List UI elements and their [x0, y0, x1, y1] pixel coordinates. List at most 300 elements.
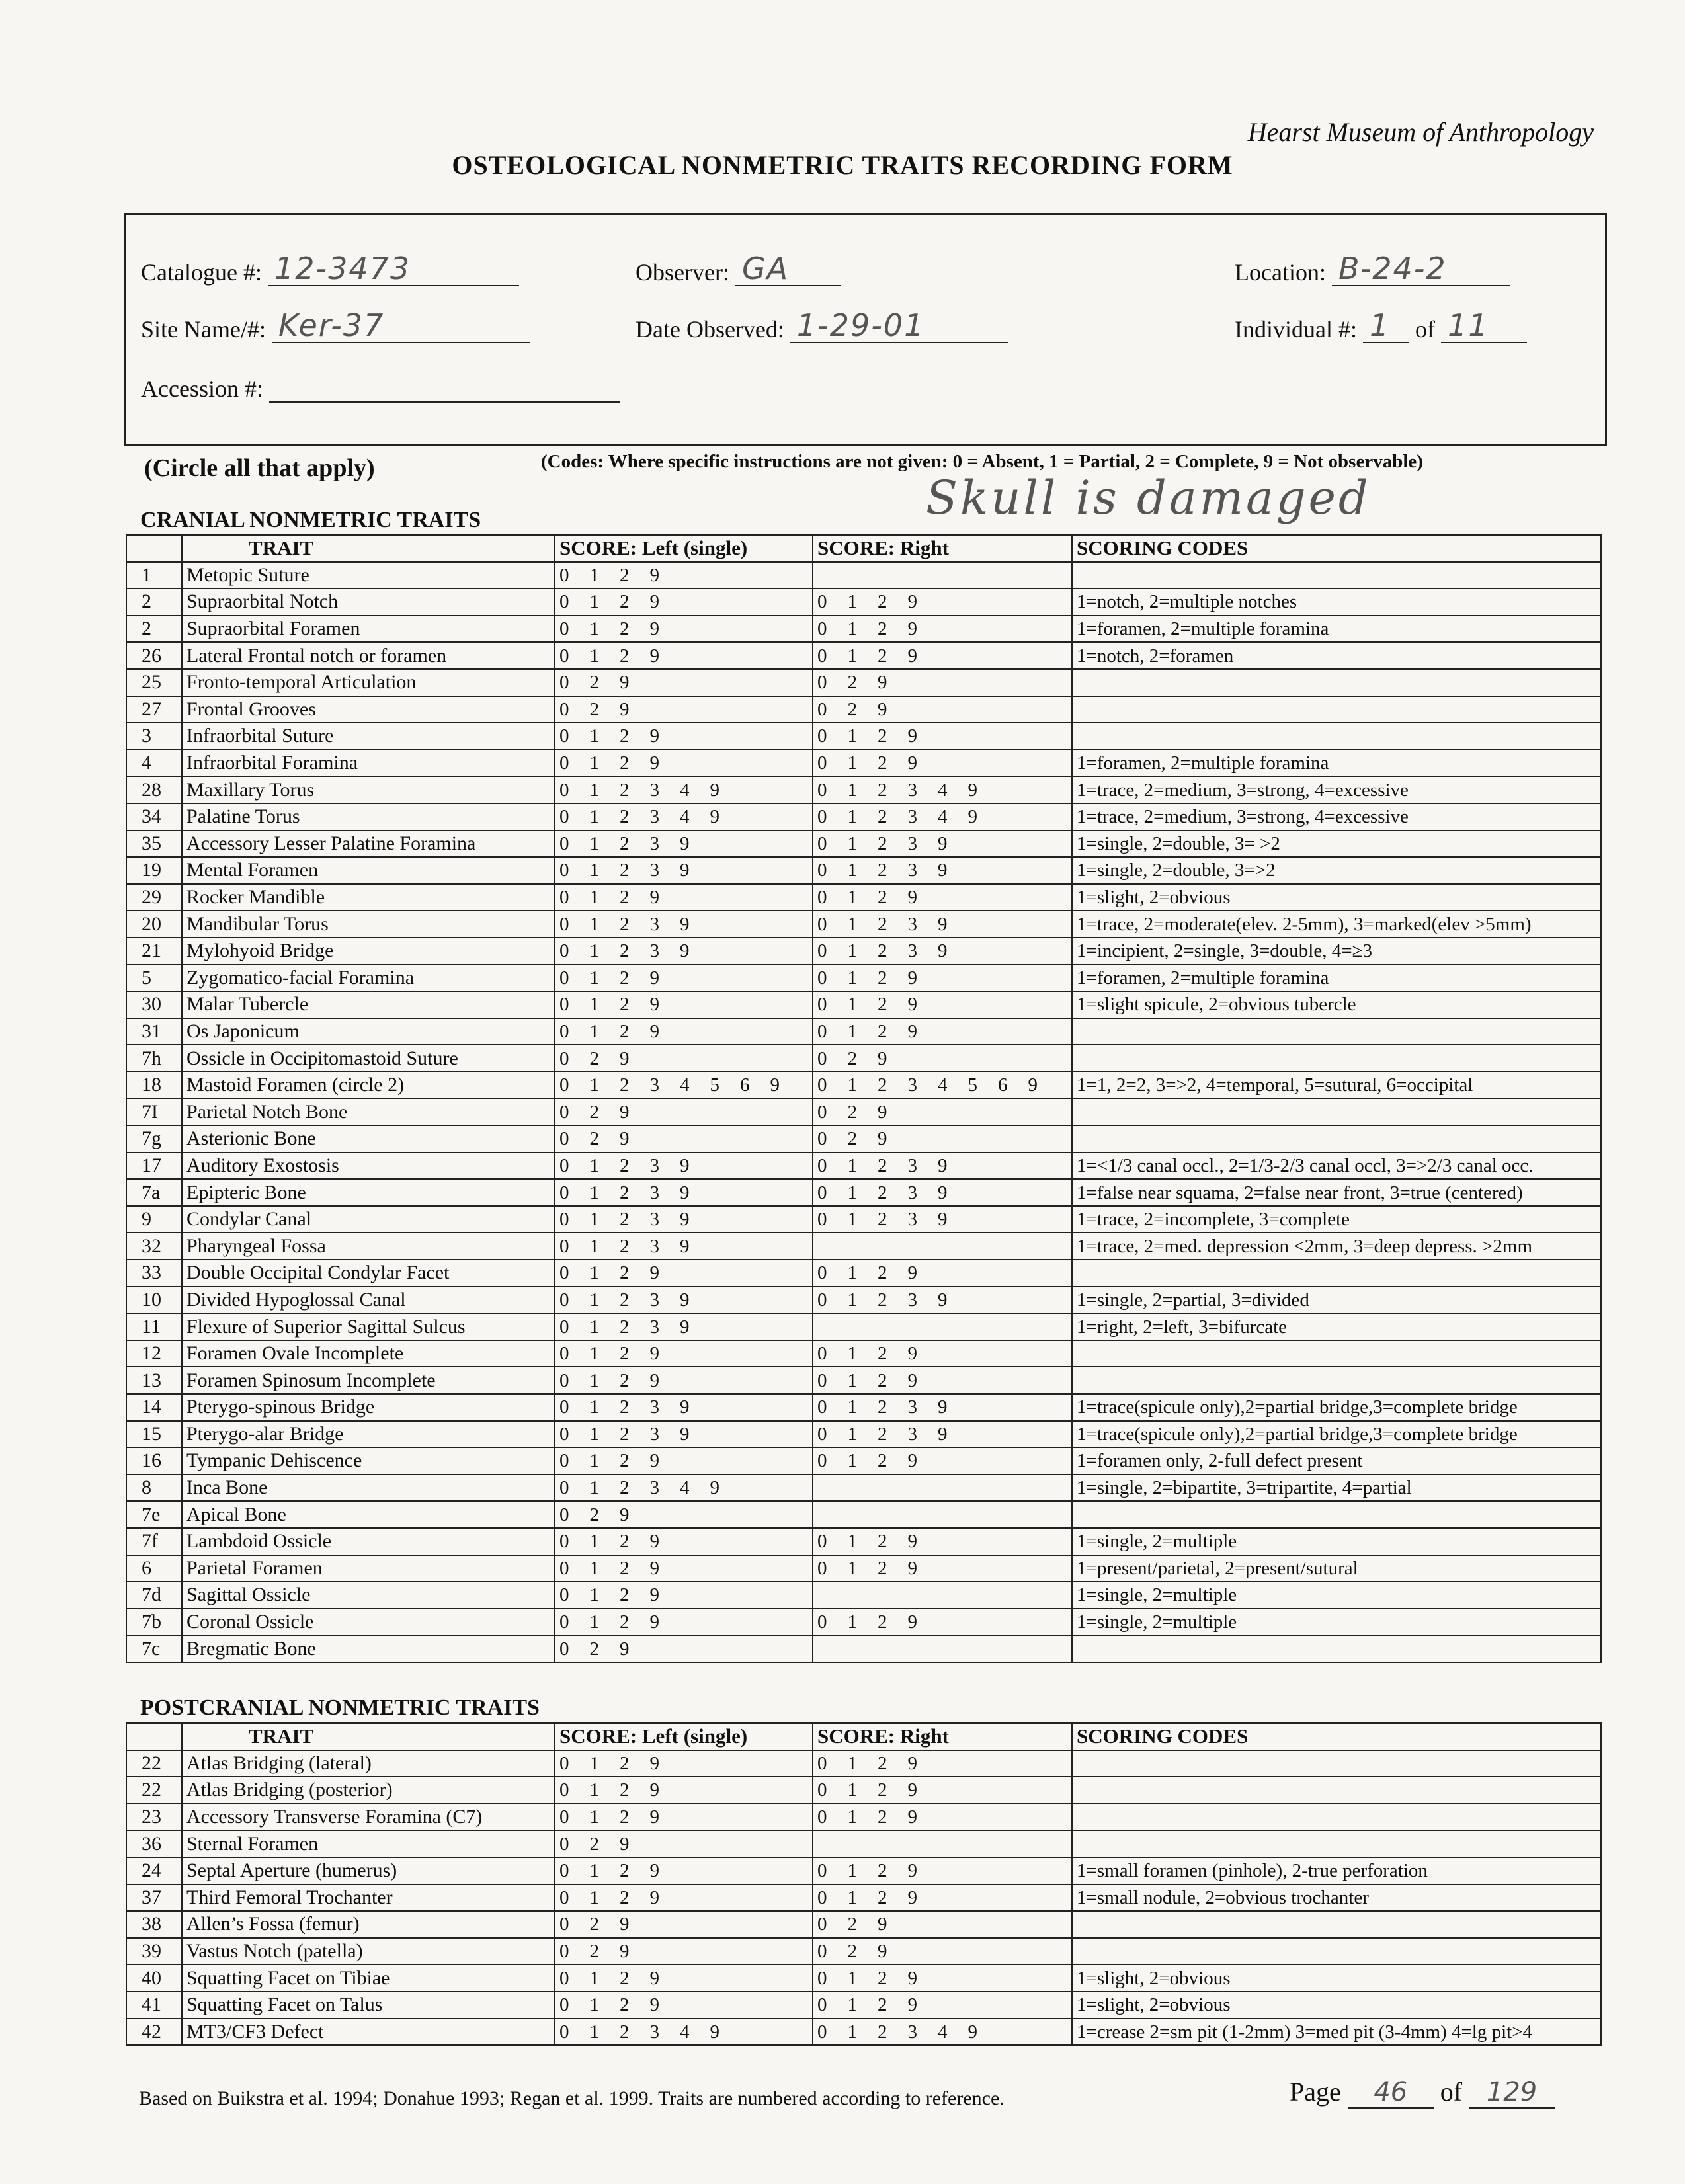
left-score[interactable]: 0 1 2 3 4 9	[555, 803, 813, 830]
left-score[interactable]: 0 1 2 9	[555, 616, 813, 643]
right-score[interactable]: 0 1 2 9	[813, 750, 1072, 777]
trait-number: 38	[126, 1911, 182, 1938]
left-score[interactable]: 0 2 9	[555, 1098, 813, 1125]
right-score[interactable]: 0 1 2 3 9	[813, 1206, 1072, 1233]
table-row	[126, 1153, 1601, 1180]
left-score[interactable]: 0 1 2 9	[555, 965, 813, 992]
trait-header: TRAIT	[182, 1723, 555, 1750]
right-score[interactable]: 0 2 9	[813, 1125, 1072, 1153]
table-row	[126, 1287, 1601, 1314]
table-row	[126, 1394, 1601, 1421]
site-value[interactable]: Ker-37	[278, 307, 385, 343]
page-total[interactable]: 129	[1469, 2077, 1555, 2109]
trait-name: Pterygo-alar Bridge	[182, 1421, 555, 1448]
table-row	[126, 938, 1601, 965]
right-score[interactable]: 0 1 2 3 9	[813, 938, 1072, 965]
left-score[interactable]: 0 1 2 9	[555, 884, 813, 911]
table-row	[126, 1260, 1601, 1287]
scoring-codes: 1=foramen, 2=multiple foramina	[1072, 616, 1601, 643]
trait-number: 19	[126, 857, 182, 884]
right-score[interactable]: 0 1 2 9	[813, 1857, 1072, 1884]
scoring-codes	[1072, 723, 1601, 750]
table-row	[126, 1475, 1601, 1502]
table-row	[126, 562, 1601, 589]
scoring-codes: 1=trace(spicule only),2=partial bridge,3=complete bridge	[1072, 1421, 1601, 1448]
left-score[interactable]: 0 1 2 3 9	[555, 1421, 813, 1448]
table-row	[126, 1125, 1601, 1153]
table-row	[126, 1911, 1601, 1938]
page-value[interactable]: 46	[1348, 2077, 1434, 2109]
trait-name: Auditory Exostosis	[182, 1153, 555, 1180]
scoring-codes: 1=slight, 2=obvious	[1072, 1992, 1601, 2019]
right-score[interactable]	[813, 1501, 1072, 1528]
table-row	[126, 1582, 1601, 1609]
scoring-codes	[1072, 1045, 1601, 1072]
right-score[interactable]: 0 2 9	[813, 1938, 1072, 1965]
trait-number: 6	[126, 1555, 182, 1582]
table-row	[126, 1555, 1601, 1582]
right-score[interactable]: 0 1 2 9	[813, 1609, 1072, 1636]
trait-number: 22	[126, 1750, 182, 1777]
num-header	[126, 535, 182, 562]
left-score[interactable]: 0 1 2 9	[555, 1804, 813, 1831]
left-score[interactable]: 0 1 2 9	[555, 1777, 813, 1804]
right-score-header: SCORE: Right	[813, 535, 1072, 562]
trait-number: 7a	[126, 1179, 182, 1206]
trait-number: 2	[126, 588, 182, 616]
left-score[interactable]: 0 2 9	[555, 669, 813, 696]
right-score[interactable]: 0 2 9	[813, 1045, 1072, 1072]
scoring-codes: 1=right, 2=left, 3=bifurcate	[1072, 1313, 1601, 1340]
table-row	[126, 803, 1601, 830]
left-score[interactable]: 0 1 2 9	[555, 1884, 813, 1912]
trait-number: 35	[126, 830, 182, 858]
cranial-header-row	[126, 535, 1601, 562]
right-score[interactable]: 0 1 2 9	[813, 1750, 1072, 1777]
right-score[interactable]	[813, 1475, 1072, 1502]
individual-total[interactable]: 11	[1447, 307, 1489, 343]
right-score[interactable]: 0 1 2 9	[813, 588, 1072, 616]
trait-number: 33	[126, 1260, 182, 1287]
scoring-codes	[1072, 562, 1601, 589]
observer-field	[636, 251, 841, 286]
trait-name: Supraorbital Notch	[182, 588, 555, 616]
trait-number: 10	[126, 1287, 182, 1314]
scoring-codes: 1=incipient, 2=single, 3=double, 4=≥3	[1072, 938, 1601, 965]
table-row	[126, 1804, 1601, 1831]
scoring-codes: 1=slight, 2=obvious	[1072, 1964, 1601, 1992]
left-score[interactable]: 0 1 2 9	[555, 750, 813, 777]
left-score[interactable]: 0 1 2 9	[555, 1018, 813, 1045]
trait-number: 7b	[126, 1609, 182, 1636]
cranial-table	[126, 534, 1602, 1663]
trait-name: Foramen Ovale Incomplete	[182, 1340, 555, 1367]
trait-name: Mandibular Torus	[182, 910, 555, 938]
left-score[interactable]: 0 1 2 3 9	[555, 1287, 813, 1314]
left-score[interactable]: 0 1 2 9	[555, 1367, 813, 1394]
trait-name: Squatting Facet on Talus	[182, 1992, 555, 2019]
site-field	[141, 307, 530, 343]
table-row	[126, 1098, 1601, 1125]
date-field	[636, 307, 1008, 343]
trait-number: 4	[126, 750, 182, 777]
scoring-codes	[1072, 669, 1601, 696]
date-label: Date Observed:	[636, 316, 784, 343]
left-score[interactable]: 0 1 2 3 4 5 6 9	[555, 1072, 813, 1099]
right-score[interactable]: 0 1 2 3 4 5 6 9	[813, 1072, 1072, 1099]
individual-label: Individual #:	[1235, 316, 1357, 343]
right-score[interactable]: 0 1 2 9	[813, 1447, 1072, 1475]
left-score[interactable]: 0 1 2 3 9	[555, 1179, 813, 1206]
scoring-codes-header: SCORING CODES	[1072, 1723, 1601, 1750]
scoring-codes: 1=single, 2=double, 3=>2	[1072, 857, 1601, 884]
trait-number: 27	[126, 696, 182, 723]
trait-name: Coronal Ossicle	[182, 1609, 555, 1636]
trait-number: 9	[126, 1206, 182, 1233]
trait-name: Bregmatic Bone	[182, 1635, 555, 1662]
left-score[interactable]: 0 1 2 3 9	[555, 1233, 813, 1260]
table-row	[126, 1179, 1601, 1206]
trait-number: 42	[126, 2019, 182, 2046]
trait-name: Os Japonicum	[182, 1018, 555, 1045]
table-row	[126, 1777, 1601, 1804]
left-score[interactable]: 0 1 2 3 9	[555, 857, 813, 884]
trait-name: MT3/CF3 Defect	[182, 2019, 555, 2046]
right-score[interactable]: 0 2 9	[813, 1911, 1072, 1938]
trait-number: 5	[126, 965, 182, 992]
left-score[interactable]: 0 1 2 3 9	[555, 1394, 813, 1421]
postcranial-header-row	[126, 1723, 1601, 1750]
right-score[interactable]: 0 1 2 9	[813, 1018, 1072, 1045]
scoring-codes	[1072, 1260, 1601, 1287]
left-score[interactable]: 0 1 2 9	[555, 1447, 813, 1475]
trait-name: Mental Foramen	[182, 857, 555, 884]
trait-name: Asterionic Bone	[182, 1125, 555, 1153]
table-row	[126, 1501, 1601, 1528]
catalogue-label: Catalogue #:	[141, 259, 262, 286]
scoring-codes: 1=trace, 2=incomplete, 3=complete	[1072, 1206, 1601, 1233]
codes-instruction: (Codes: Where specific instructions are not given: 0 = Absent, 1 = Partial, 2 = Complete, 9 = Not observable)	[541, 451, 1423, 472]
trait-number: 8	[126, 1475, 182, 1502]
left-score[interactable]: 0 1 2 9	[555, 1992, 813, 2019]
scoring-codes	[1072, 1777, 1601, 1804]
trait-name: Parietal Notch Bone	[182, 1098, 555, 1125]
scoring-codes: 1=single, 2=bipartite, 3=tripartite, 4=partial	[1072, 1475, 1601, 1502]
scoring-codes: 1=foramen only, 2-full defect present	[1072, 1447, 1601, 1475]
accession-label: Accession #:	[141, 376, 263, 402]
left-score[interactable]: 0 2 9	[555, 1938, 813, 1965]
catalogue-value[interactable]: 12-3473	[274, 251, 411, 286]
catalogue-field	[141, 251, 519, 286]
scoring-codes	[1072, 1750, 1601, 1777]
trait-name: Pharyngeal Fossa	[182, 1233, 555, 1260]
right-score[interactable]: 0 1 2 9	[813, 1528, 1072, 1555]
cranial-title: CRANIAL NONMETRIC TRAITS	[140, 508, 481, 532]
scoring-codes: 1=single, 2=partial, 3=divided	[1072, 1287, 1601, 1314]
cranial-rows	[126, 562, 1601, 1662]
right-score[interactable]: 0 1 2 9	[813, 1777, 1072, 1804]
trait-name: Sagittal Ossicle	[182, 1582, 555, 1609]
left-score[interactable]: 0 1 2 9	[555, 1340, 813, 1367]
table-row	[126, 1447, 1601, 1475]
left-score[interactable]: 0 1 2 3 9	[555, 1206, 813, 1233]
scoring-codes	[1072, 1367, 1601, 1394]
right-score[interactable]: 0 1 2 3 9	[813, 1287, 1072, 1314]
left-score[interactable]: 0 1 2 9	[555, 723, 813, 750]
table-row	[126, 696, 1601, 723]
trait-number: 7d	[126, 1582, 182, 1609]
trait-name: Sternal Foramen	[182, 1830, 555, 1857]
scoring-codes	[1072, 1830, 1601, 1857]
scoring-codes: 1=foramen, 2=multiple foramina	[1072, 965, 1601, 992]
trait-number: 32	[126, 1233, 182, 1260]
left-score[interactable]: 0 1 2 9	[555, 1750, 813, 1777]
left-score[interactable]: 0 1 2 3 4 9	[555, 1475, 813, 1502]
right-score[interactable]: 0 1 2 9	[813, 1555, 1072, 1582]
right-score[interactable]: 0 1 2 9	[813, 991, 1072, 1018]
scoring-codes: 1=notch, 2=multiple notches	[1072, 588, 1601, 616]
trait-number: 2	[126, 616, 182, 643]
individual-of-label: of	[1415, 316, 1435, 343]
trait-number: 29	[126, 884, 182, 911]
right-score[interactable]: 0 1 2 3 9	[813, 1394, 1072, 1421]
left-score[interactable]: 0 1 2 3 9	[555, 938, 813, 965]
right-score[interactable]: 0 2 9	[813, 1098, 1072, 1125]
trait-name: Frontal Grooves	[182, 696, 555, 723]
scoring-codes: 1=slight spicule, 2=obvious tubercle	[1072, 991, 1601, 1018]
scoring-codes: 1=single, 2=multiple	[1072, 1582, 1601, 1609]
location-field	[1235, 251, 1510, 286]
left-score[interactable]: 0 1 2 3 9	[555, 1313, 813, 1340]
right-score[interactable]	[813, 1635, 1072, 1662]
page-label: Page	[1290, 2077, 1341, 2107]
scoring-codes-header: SCORING CODES	[1072, 535, 1601, 562]
trait-number: 15	[126, 1421, 182, 1448]
right-score[interactable]	[813, 1830, 1072, 1857]
left-score[interactable]: 0 1 2 3 4 9	[555, 776, 813, 803]
observer-value[interactable]: GA	[741, 251, 790, 286]
postcranial-table	[126, 1722, 1602, 2046]
location-value[interactable]: B-24-2	[1338, 251, 1447, 286]
trait-number: 16	[126, 1447, 182, 1475]
right-score[interactable]: 0 1 2 3 9	[813, 1153, 1072, 1180]
left-score[interactable]: 0 1 2 3 9	[555, 1153, 813, 1180]
trait-name: Apical Bone	[182, 1501, 555, 1528]
trait-name: Atlas Bridging (posterior)	[182, 1777, 555, 1804]
right-score[interactable]: 0 1 2 3 9	[813, 910, 1072, 938]
left-score[interactable]: 0 2 9	[555, 1830, 813, 1857]
trait-number: 7e	[126, 1501, 182, 1528]
left-score[interactable]: 0 1 2 3 4 9	[555, 2019, 813, 2046]
left-score[interactable]: 0 2 9	[555, 1911, 813, 1938]
trait-number: 25	[126, 669, 182, 696]
left-score[interactable]: 0 1 2 9	[555, 1964, 813, 1992]
trait-name: Fronto-temporal Articulation	[182, 669, 555, 696]
trait-name: Ossicle in Occipitomastoid Suture	[182, 1045, 555, 1072]
scoring-codes	[1072, 1501, 1601, 1528]
handwritten-note: Skull is damaged	[926, 471, 1371, 525]
left-score[interactable]: 0 1 2 3 9	[555, 910, 813, 938]
scoring-codes: 1=trace, 2=moderate(elev. 2-5mm), 3=marked(elev >5mm)	[1072, 910, 1601, 938]
right-score[interactable]: 0 1 2 3 9	[813, 857, 1072, 884]
trait-number: 40	[126, 1964, 182, 1992]
table-row	[126, 642, 1601, 669]
right-score[interactable]: 0 1 2 9	[813, 723, 1072, 750]
trait-number: 13	[126, 1367, 182, 1394]
table-row	[126, 1045, 1601, 1072]
trait-name: Lambdoid Ossicle	[182, 1528, 555, 1555]
trait-name: Pterygo-spinous Bridge	[182, 1394, 555, 1421]
museum-name: Hearst Museum of Anthropology	[1247, 117, 1594, 147]
left-score[interactable]: 0 1 2 9	[555, 562, 813, 589]
right-score[interactable]: 0 1 2 9	[813, 1804, 1072, 1831]
left-score[interactable]: 0 1 2 9	[555, 991, 813, 1018]
table-row	[126, 1750, 1601, 1777]
scoring-codes: 1=single, 2=multiple	[1072, 1528, 1601, 1555]
trait-number: 31	[126, 1018, 182, 1045]
right-score[interactable]: 0 1 2 9	[813, 965, 1072, 992]
trait-name: Maxillary Torus	[182, 776, 555, 803]
page-of-label: of	[1440, 2077, 1463, 2107]
trait-name: Infraorbital Foramina	[182, 750, 555, 777]
left-score[interactable]: 0 1 2 9	[555, 1260, 813, 1287]
table-row	[126, 1421, 1601, 1448]
right-score[interactable]: 0 1 2 9	[813, 1964, 1072, 1992]
trait-number: 18	[126, 1072, 182, 1099]
right-score[interactable]: 0 1 2 9	[813, 1884, 1072, 1912]
left-score[interactable]: 0 1 2 9	[555, 1582, 813, 1609]
trait-name: Accessory Transverse Foramina (C7)	[182, 1804, 555, 1831]
trait-name: Zygomatico-facial Foramina	[182, 965, 555, 992]
scoring-codes: 1=1, 2=2, 3=>2, 4=temporal, 5=sutural, 6=occipital	[1072, 1072, 1601, 1099]
right-score[interactable]	[813, 1233, 1072, 1260]
right-score[interactable]: 0 1 2 9	[813, 884, 1072, 911]
scoring-codes	[1072, 1340, 1601, 1367]
left-score[interactable]: 0 2 9	[555, 696, 813, 723]
trait-name: Malar Tubercle	[182, 991, 555, 1018]
accession-field	[141, 372, 620, 403]
table-row	[126, 1528, 1601, 1555]
table-row	[126, 830, 1601, 858]
scoring-codes	[1072, 696, 1601, 723]
table-row	[126, 965, 1601, 992]
trait-number: 22	[126, 1777, 182, 1804]
table-row	[126, 1857, 1601, 1884]
trait-number: 26	[126, 642, 182, 669]
trait-name: Vastus Notch (patella)	[182, 1938, 555, 1965]
individual-value[interactable]: 1	[1369, 307, 1391, 343]
right-score[interactable]	[813, 562, 1072, 589]
left-score[interactable]: 0 1 2 9	[555, 1555, 813, 1582]
right-score[interactable]: 0 2 9	[813, 669, 1072, 696]
right-score-header: SCORE: Right	[813, 1723, 1072, 1750]
trait-name: Infraorbital Suture	[182, 723, 555, 750]
right-score[interactable]: 0 2 9	[813, 696, 1072, 723]
page-indicator	[1290, 2076, 1555, 2109]
table-row	[126, 616, 1601, 643]
trait-number: 36	[126, 1830, 182, 1857]
trait-name: Condylar Canal	[182, 1206, 555, 1233]
right-score[interactable]: 0 1 2 9	[813, 1260, 1072, 1287]
table-row	[126, 1609, 1601, 1636]
individual-field	[1235, 307, 1527, 343]
right-score[interactable]: 0 1 2 3 4 9	[813, 776, 1072, 803]
right-score[interactable]: 0 1 2 9	[813, 1367, 1072, 1394]
trait-name: Allen’s Fossa (femur)	[182, 1911, 555, 1938]
scoring-codes	[1072, 1018, 1601, 1045]
left-score[interactable]: 0 1 2 9	[555, 1857, 813, 1884]
table-row	[126, 857, 1601, 884]
right-score[interactable]: 0 1 2 3 4 9	[813, 2019, 1072, 2046]
scoring-codes: 1=trace(spicule only),2=partial bridge,3=complete bridge	[1072, 1394, 1601, 1421]
trait-name: Palatine Torus	[182, 803, 555, 830]
trait-number: 7g	[126, 1125, 182, 1153]
right-score[interactable]	[813, 1313, 1072, 1340]
trait-name: Lateral Frontal notch or foramen	[182, 642, 555, 669]
observer-label: Observer:	[636, 259, 729, 286]
scoring-codes	[1072, 1911, 1601, 1938]
table-row	[126, 1830, 1601, 1857]
left-score[interactable]: 0 1 2 9	[555, 588, 813, 616]
trait-name: Epipteric Bone	[182, 1179, 555, 1206]
trait-name: Rocker Mandible	[182, 884, 555, 911]
table-row	[126, 776, 1601, 803]
trait-number: 7c	[126, 1635, 182, 1662]
trait-number: 7h	[126, 1045, 182, 1072]
right-score[interactable]: 0 1 2 3 9	[813, 1421, 1072, 1448]
table-row	[126, 1635, 1601, 1662]
date-value[interactable]: 1-29-01	[796, 307, 925, 343]
right-score[interactable]	[813, 1582, 1072, 1609]
left-score[interactable]: 0 1 2 3 9	[555, 830, 813, 858]
trait-number: 7f	[126, 1528, 182, 1555]
left-score[interactable]: 0 1 2 9	[555, 642, 813, 669]
scoring-codes	[1072, 1938, 1601, 1965]
table-row	[126, 1884, 1601, 1912]
left-score[interactable]: 0 1 2 9	[555, 1528, 813, 1555]
scoring-codes: 1=small foramen (pinhole), 2-true perforation	[1072, 1857, 1601, 1884]
left-score[interactable]: 0 2 9	[555, 1045, 813, 1072]
table-row	[126, 1367, 1601, 1394]
postcranial-title: POSTCRANIAL NONMETRIC TRAITS	[140, 1695, 540, 1720]
left-score[interactable]: 0 2 9	[555, 1125, 813, 1153]
trait-number: 21	[126, 938, 182, 965]
trait-name: Squatting Facet on Tibiae	[182, 1964, 555, 1992]
left-score[interactable]: 0 2 9	[555, 1635, 813, 1662]
left-score[interactable]: 0 2 9	[555, 1501, 813, 1528]
right-score[interactable]: 0 1 2 9	[813, 1992, 1072, 2019]
trait-number: 39	[126, 1938, 182, 1965]
scoring-codes: 1=<1/3 canal occl., 2=1/3-2/3 canal occl, 3=>2/3 canal occ.	[1072, 1153, 1601, 1180]
left-score[interactable]: 0 1 2 9	[555, 1609, 813, 1636]
trait-name: Foramen Spinosum Incomplete	[182, 1367, 555, 1394]
location-label: Location:	[1235, 259, 1326, 286]
right-score[interactable]: 0 1 2 3 9	[813, 830, 1072, 858]
scoring-codes: 1=slight, 2=obvious	[1072, 884, 1601, 911]
right-score[interactable]: 0 1 2 9	[813, 616, 1072, 643]
scoring-codes: 1=crease 2=sm pit (1-2mm) 3=med pit (3-4mm) 4=lg pit>4	[1072, 2019, 1601, 2046]
table-row	[126, 669, 1601, 696]
trait-number: 3	[126, 723, 182, 750]
right-score[interactable]: 0 1 2 9	[813, 642, 1072, 669]
right-score[interactable]: 0 1 2 3 9	[813, 1179, 1072, 1206]
trait-name: Parietal Foramen	[182, 1555, 555, 1582]
table-row	[126, 723, 1601, 750]
right-score[interactable]: 0 1 2 3 4 9	[813, 803, 1072, 830]
trait-name: Third Femoral Trochanter	[182, 1884, 555, 1912]
trait-number: 41	[126, 1992, 182, 2019]
right-score[interactable]: 0 1 2 9	[813, 1340, 1072, 1367]
